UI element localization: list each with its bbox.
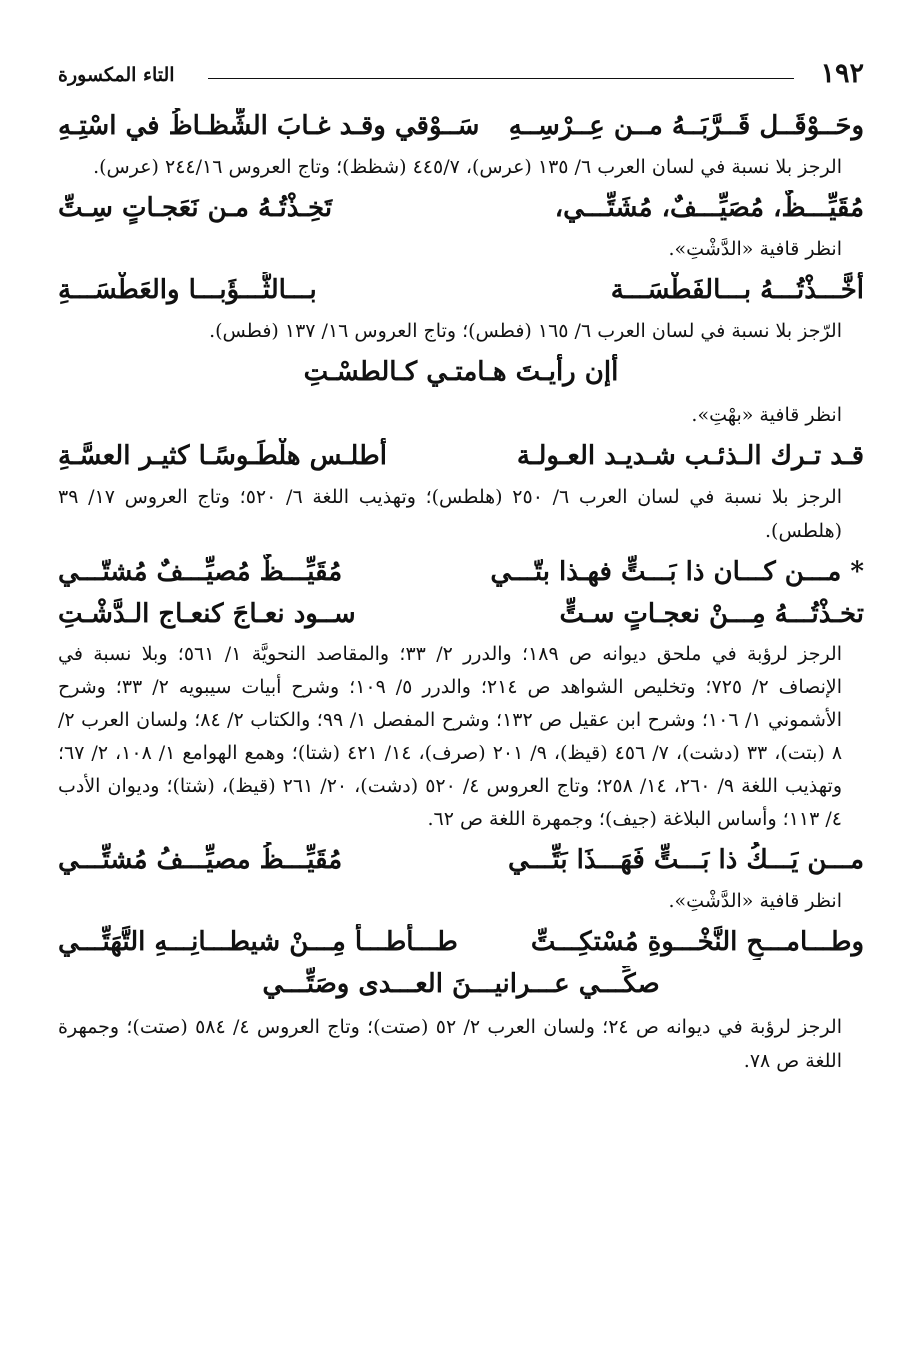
verse-line-centered: صكِّـــي عـــرانيـــنَ العـــدى وصَتِّـــي xyxy=(262,969,660,999)
verse-line xyxy=(58,554,864,590)
source-note: الرجز بلا نسبة في لسان العرب ٦/ ٢٥٠ (هلطس)؛ وتهذيب اللغة ٦/ ٥٢٠؛ وتاج العروس ١٧/ ٣٩ (هلطس). xyxy=(58,486,842,542)
verse-first-hemistich: مـــن يَـــكُ ذا بَـــتٍّ فَهَـــذَا بَتِّـــي xyxy=(508,845,864,875)
source-note: انظر قافية «الدَّشْتِ». xyxy=(668,238,842,260)
verse-first-hemistich: وحَــوْقَــل قَــرَّبَــهُ مــن عِــرْسِــهِ xyxy=(508,111,864,141)
header-rule xyxy=(208,78,794,79)
source-note: الرجز لرؤبة في ديوانه ص ٢٤؛ ولسان العرب ٢/ ٥٢ (صتت)؛ وتاج العروس ٤/ ٥٨٤ (صتت)؛ وجمهرة اللغة ص ٧٨. xyxy=(58,1016,842,1072)
verse-line xyxy=(58,924,864,960)
verse-line xyxy=(58,842,864,878)
verse-second-hemistich: بـــالثُّـــؤَبـــا والعَطْسَـــةِ xyxy=(58,275,317,305)
verse-second-hemistich: مُقَيِّـــظٌ مُصيِّـــفٌ مُشتّـــي xyxy=(58,557,343,587)
verse-first-hemistich: * مـــن كـــان ذا بَـــتٍّ فهـذا بتّـــي xyxy=(490,557,864,587)
verse-first-hemistich: أخَّـــذْتُـــهُ بـــالفَطْسَـــة xyxy=(610,275,864,305)
verse-line xyxy=(58,596,864,632)
verse-second-hemistich: مُقَيِّـــظُ مصيِّـــفُ مُشتِّـــي xyxy=(58,845,343,875)
verse-line xyxy=(58,108,864,144)
source-note: انظر قافية «الدَّشْتِ». xyxy=(668,890,842,912)
verse-line xyxy=(58,438,864,474)
verse-first-hemistich: وطـــامـــحِ النَّخْـــوةِ مُسْتكِـــتِّ xyxy=(530,927,864,957)
page-number: ١٩٢ xyxy=(820,58,864,89)
verse-second-hemistich: طـــأطـــأ مِـــنْ شيطـــانِـــهِ التَّهَتِّـــي xyxy=(58,927,458,957)
running-title: التاء المكسورة xyxy=(58,64,175,86)
verse-second-hemistich: أطلـس هلْطَـوسًـا كثيـر العسَّـةِ xyxy=(58,441,387,471)
source-note: الرجز لرؤبة في ملحق ديوانه ص ١٨٩؛ والدرر ٢/ ٣٣؛ والمقاصد النحويَّة ١/ ٥٦١؛ وبلا نسبة في الإنصاف ٢/ ٧٢٥؛ وتخليص الشواهد ص ٢١٤؛ والدرر ٥/ ١٠٩؛ وشرح أبيات سيبويه ٢/ ٣٣؛ وشرح الأشموني ١/ ١٠٦؛ وشرح ابن عقيل ص ١٣٢؛ وشرح المفصل ١/ ٩٩؛ والكتاب ٢/ ٨٤؛ ولسان العرب ٢/ ٨ (بتت)، ٣٣ (دشت)، ٧/ ٤٥٦ (قيظ)، ٩/ ٢٠١ (صرف)، ١٤/ ٤٢١ (شتا)؛ وهمع الهوامع ١/ ١٠٨، ٢/ ٦٧؛ وتهذيب اللغة ٩/ ٢٦٠، ١٤/ ٢٥٨؛ وتاج العروس ٤/ ٥٢٠ (دشت)، ٢٠/ ٢٦١ (قيظ)، (شتا)؛ وديوان الأدب ٤/ ١١٣؛ وأساس البلاغة (جيف)؛ وجمهرة اللغة ص ٦٢. xyxy=(58,643,843,830)
verse-line xyxy=(58,272,864,308)
verse-line-centered: أإن رأيـتَ هـامتـي كـالطسْـتِ xyxy=(303,357,619,387)
source-note: الرّجز بلا نسبة في لسان العرب ٦/ ١٦٥ (فطس)؛ وتاج العروس ١٦/ ١٣٧ (فطس). xyxy=(209,320,842,342)
verse-first-hemistich: تخـذْتُـــهُ مِـــنْ نعجـاتٍ سـتٍّ xyxy=(559,599,864,629)
verse-second-hemistich: سَــوْقي وقـد غـابَ الشِّظـاظُ في اسْتِـهِ xyxy=(58,111,480,141)
verse-first-hemistich: مُقَيِّـــظٌ، مُصَيِّـــفٌ، مُشَتِّـــي، xyxy=(554,193,864,223)
verse-first-hemistich: قـد تـرك الـذئـب شـديـد العـولـة xyxy=(516,441,864,471)
verse-second-hemistich: تَخِـذْتُـهُ مـن نَعَجـاتٍ سِـتِّ xyxy=(58,193,333,223)
verse-second-hemistich: ســود نعـاجَ كنعـاج الـدَّشْـتِ xyxy=(58,599,356,629)
page-header xyxy=(58,58,864,92)
verse-line xyxy=(58,190,864,226)
page-body xyxy=(58,108,864,1084)
source-note: انظر قافية «بهْتِ». xyxy=(691,404,842,426)
source-note: الرجز بلا نسبة في لسان العرب ٦/ ١٣٥ (عرس)، ٤٤٥/٧ (شظظ)؛ وتاج العروس ٢٤٤/١٦ (عرس). xyxy=(93,156,842,178)
